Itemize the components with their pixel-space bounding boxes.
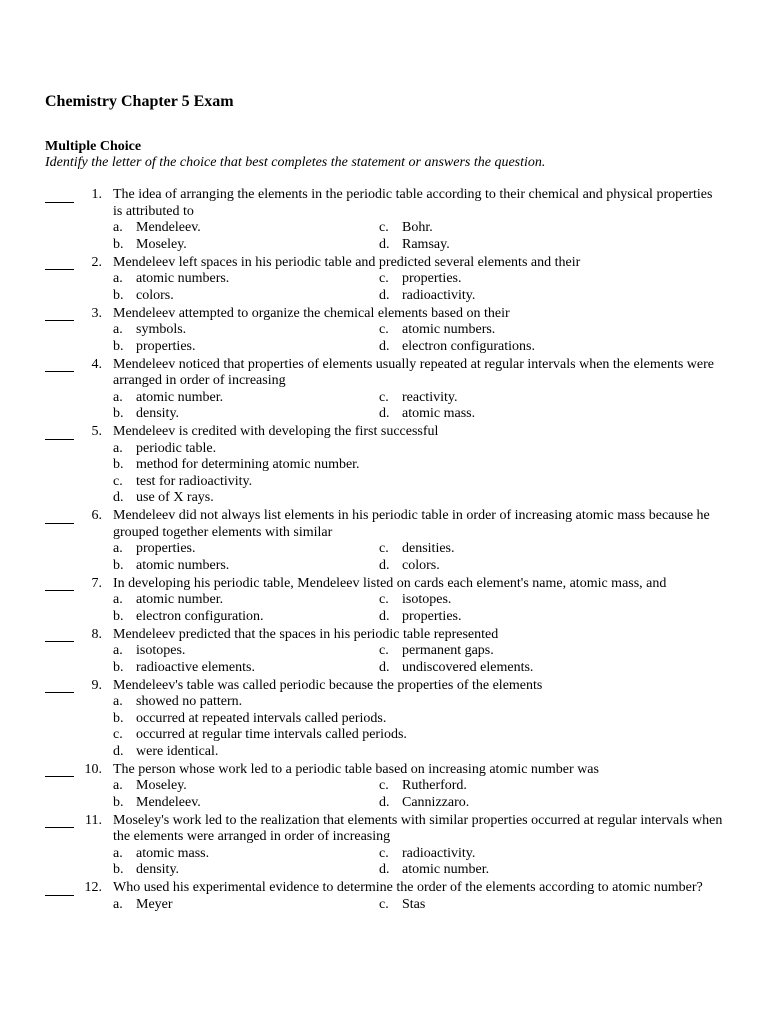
question-text: Who used his experimental evidence to determine the order of the elements according to atomic number? [113, 880, 703, 895]
answer-choices [113, 897, 723, 914]
choice-letter: a. [113, 778, 123, 793]
answer-choice [379, 271, 679, 288]
question-item [0, 880, 768, 913]
question-number: 4. [91, 356, 102, 372]
choice-text: colors. [402, 557, 440, 573]
choice-text: Moseley. [136, 778, 187, 793]
choice-letter: a. [113, 541, 123, 556]
choice-letter: d. [379, 608, 390, 624]
answer-choice [113, 727, 723, 744]
choice-text: Meyer [136, 896, 173, 912]
choice-letter: b. [113, 659, 124, 675]
choice-letter: b. [113, 236, 124, 252]
choice-letter: a. [113, 440, 123, 456]
question-number: 2. [91, 254, 102, 270]
question-text: In developing his periodic table, Mendeleev listed on cards each element's name, atomic mass, and [113, 575, 667, 591]
choice-text: Cannizzaro. [402, 794, 470, 810]
choice-letter: a. [113, 643, 123, 658]
question-item [0, 424, 768, 507]
choice-text: Mendeleev. [136, 794, 201, 810]
question-text: Mendeleev predicted that the spaces in his periodic table represented [113, 626, 499, 642]
question-number: 11. [85, 812, 102, 828]
answer-choice [113, 541, 379, 558]
question-item [0, 813, 768, 879]
choice-letter: b. [113, 287, 124, 303]
answer-choice [113, 795, 379, 812]
choice-text: atomic mass. [136, 845, 210, 861]
choice-text: radioactive elements. [136, 659, 255, 675]
choice-letter: c. [379, 896, 389, 912]
choice-text: atomic mass. [402, 406, 476, 421]
answer-choice [113, 862, 379, 879]
answer-choices [113, 271, 723, 304]
choice-letter: c. [379, 389, 389, 405]
choice-text: isotopes. [136, 643, 186, 658]
question-text: The person whose work led to a periodic table based on increasing atomic number was [113, 761, 599, 777]
answer-choice [379, 406, 679, 423]
choice-text: atomic numbers. [136, 271, 230, 286]
choice-text: occurred at regular time intervals called periods. [136, 727, 407, 742]
choice-text: Moseley. [136, 236, 187, 252]
answer-choices [113, 846, 723, 879]
answer-choice [113, 237, 379, 254]
answer-choice [379, 897, 679, 914]
answer-choice [113, 441, 723, 458]
question-number: 1. [91, 187, 102, 202]
choice-letter: b. [113, 457, 124, 472]
question-number: 5. [91, 424, 102, 439]
answer-choice [379, 592, 679, 609]
choice-text: isotopes. [402, 592, 452, 607]
answer-choice [113, 609, 379, 626]
answer-choice [113, 660, 379, 677]
choice-letter: a. [113, 592, 123, 607]
choice-text: Ramsay. [402, 236, 450, 252]
choice-text: periodic table. [136, 440, 217, 456]
question-list [0, 187, 768, 915]
choice-letter: a. [113, 896, 123, 912]
answer-choice [379, 778, 679, 795]
choice-letter: b. [113, 557, 124, 573]
answer-choices [113, 694, 723, 760]
choice-text: colors. [136, 287, 174, 303]
question-item [0, 255, 768, 305]
question-text: Mendeleev's table was called periodic because the properties of the elements [113, 677, 543, 693]
choice-letter: b. [113, 710, 124, 726]
choice-text: Stas [402, 896, 426, 912]
answer-choice [379, 237, 679, 254]
question-number: 12. [84, 880, 102, 895]
answer-choices [113, 778, 723, 811]
answer-choice [113, 490, 723, 507]
answer-choice [113, 406, 379, 423]
choice-letter: b. [113, 794, 124, 810]
choice-text: Mendeleev. [136, 220, 201, 235]
answer-choice [113, 694, 723, 711]
choice-text: densities. [402, 541, 455, 556]
answer-choice [113, 846, 379, 863]
answer-choice [113, 288, 379, 305]
choice-text: showed no pattern. [136, 694, 243, 709]
question-text: Mendeleev left spaces in his periodic table and predicted several elements and their [113, 254, 581, 270]
choice-letter: b. [113, 608, 124, 624]
question-number: 3. [91, 305, 102, 321]
choice-letter: c. [379, 845, 389, 861]
choice-text: atomic number. [136, 592, 224, 607]
answer-choice [113, 558, 379, 575]
answer-choices [113, 390, 723, 423]
answer-choice [113, 474, 723, 491]
section-title: Multiple Choice [45, 139, 142, 154]
question-text: Mendeleev noticed that properties of elements usually repeated at regular intervals when the elements were arranged in order of increasing [113, 356, 714, 388]
choice-text: test for radioactivity. [136, 473, 253, 489]
choice-text: use of X rays. [136, 490, 214, 505]
answer-choice [379, 609, 679, 626]
choice-text: properties. [136, 541, 196, 556]
choice-letter: c. [113, 727, 123, 742]
choice-text: properties. [136, 338, 196, 354]
choice-letter: d. [379, 557, 390, 573]
instructions: Identify the letter of the choice that best completes the statement or answers the question. [45, 155, 546, 170]
choice-text: atomic numbers. [136, 557, 230, 573]
question-text: Mendeleev did not always list elements in his periodic table in order of increasing atomic mass because he grouped together elements with similar [113, 508, 710, 540]
choice-text: permanent gaps. [402, 643, 494, 658]
answer-choice [379, 846, 679, 863]
question-item [0, 762, 768, 812]
choice-text: electron configuration. [136, 608, 264, 624]
choice-text: density. [136, 862, 180, 877]
choice-text: density. [136, 406, 180, 421]
choice-text: method for determining atomic number. [136, 457, 360, 472]
choice-text: properties. [402, 271, 462, 286]
question-item [0, 306, 768, 356]
answer-choice [113, 711, 723, 728]
question-item [0, 508, 768, 574]
choice-text: were identical. [136, 743, 219, 759]
choice-text: properties. [402, 608, 462, 624]
choice-letter: a. [113, 322, 123, 337]
answer-choice [379, 643, 679, 660]
choice-letter: b. [113, 406, 124, 421]
question-number: 10. [84, 761, 102, 777]
choice-letter: d. [379, 862, 390, 877]
choice-text: reactivity. [402, 389, 458, 405]
answer-choices [113, 643, 723, 676]
choice-text: electron configurations. [402, 338, 535, 354]
question-number: 8. [91, 626, 102, 642]
choice-letter: a. [113, 845, 123, 861]
choice-letter: c. [113, 473, 123, 489]
exam-title: Chemistry Chapter 5 Exam [45, 93, 234, 110]
answer-choice [113, 339, 379, 356]
answer-choices [113, 441, 723, 507]
choice-letter: d. [379, 338, 390, 354]
answer-choice [113, 744, 723, 761]
choice-letter: a. [113, 694, 123, 709]
answer-choice [379, 862, 679, 879]
answer-choices [113, 322, 723, 355]
choice-letter: a. [113, 271, 123, 286]
choice-letter: c. [379, 541, 389, 556]
answer-choices [113, 541, 723, 574]
choice-letter: d. [113, 490, 124, 505]
answer-choice [379, 288, 679, 305]
question-item [0, 187, 768, 253]
choice-letter: c. [379, 322, 389, 337]
answer-choice [113, 390, 379, 407]
question-item [0, 576, 768, 626]
choice-text: Bohr. [402, 220, 433, 235]
choice-letter: a. [113, 389, 123, 405]
answer-choice [113, 271, 379, 288]
answer-choice [379, 322, 679, 339]
choice-letter: d. [379, 406, 390, 421]
question-item [0, 678, 768, 761]
answer-choice [379, 220, 679, 237]
answer-choice [379, 558, 679, 575]
question-item [0, 627, 768, 677]
choice-letter: c. [379, 643, 389, 658]
choice-text: radioactivity. [402, 287, 476, 303]
answer-choice [113, 643, 379, 660]
question-text: Moseley's work led to the realization that elements with similar properties occurred at regular intervals when the elements were arranged in order of increasing [113, 812, 723, 844]
choice-text: symbols. [136, 322, 187, 337]
answer-choice [379, 795, 679, 812]
question-text: Mendeleev is credited with developing the first successful [113, 424, 439, 439]
choice-text: atomic number. [136, 389, 224, 405]
answer-choice [113, 220, 379, 237]
choice-letter: d. [379, 794, 390, 810]
choice-letter: c. [379, 778, 389, 793]
choice-text: atomic numbers. [402, 322, 496, 337]
choice-text: atomic number. [402, 862, 490, 877]
question-item [0, 357, 768, 423]
choice-letter: b. [113, 862, 124, 877]
answer-choice [113, 322, 379, 339]
choice-text: Rutherford. [402, 778, 467, 793]
answer-choices [113, 592, 723, 625]
question-text: Mendeleev attempted to organize the chemical elements based on their [113, 305, 510, 321]
question-text: The idea of arranging the elements in the periodic table according to their chemical and physical properties is attributed to [113, 187, 713, 219]
question-number: 7. [91, 575, 102, 591]
question-number: 9. [91, 677, 102, 693]
answer-choice [113, 897, 379, 914]
choice-letter: d. [379, 659, 390, 675]
choice-text: radioactivity. [402, 845, 476, 861]
answer-choice [379, 541, 679, 558]
choice-text: occurred at repeated intervals called periods. [136, 710, 387, 726]
choice-text: undiscovered elements. [402, 659, 534, 675]
choice-letter: b. [113, 338, 124, 354]
answer-choices [113, 220, 723, 253]
choice-letter: d. [379, 236, 390, 252]
answer-choice [113, 592, 379, 609]
answer-choice [379, 339, 679, 356]
answer-choice [379, 660, 679, 677]
choice-letter: a. [113, 220, 123, 235]
answer-choice [113, 778, 379, 795]
answer-choice [113, 457, 723, 474]
choice-letter: d. [113, 743, 124, 759]
answer-choice [379, 390, 679, 407]
question-number: 6. [91, 508, 102, 523]
choice-letter: c. [379, 592, 389, 607]
choice-letter: d. [379, 287, 390, 303]
choice-letter: c. [379, 271, 389, 286]
choice-letter: c. [379, 220, 389, 235]
